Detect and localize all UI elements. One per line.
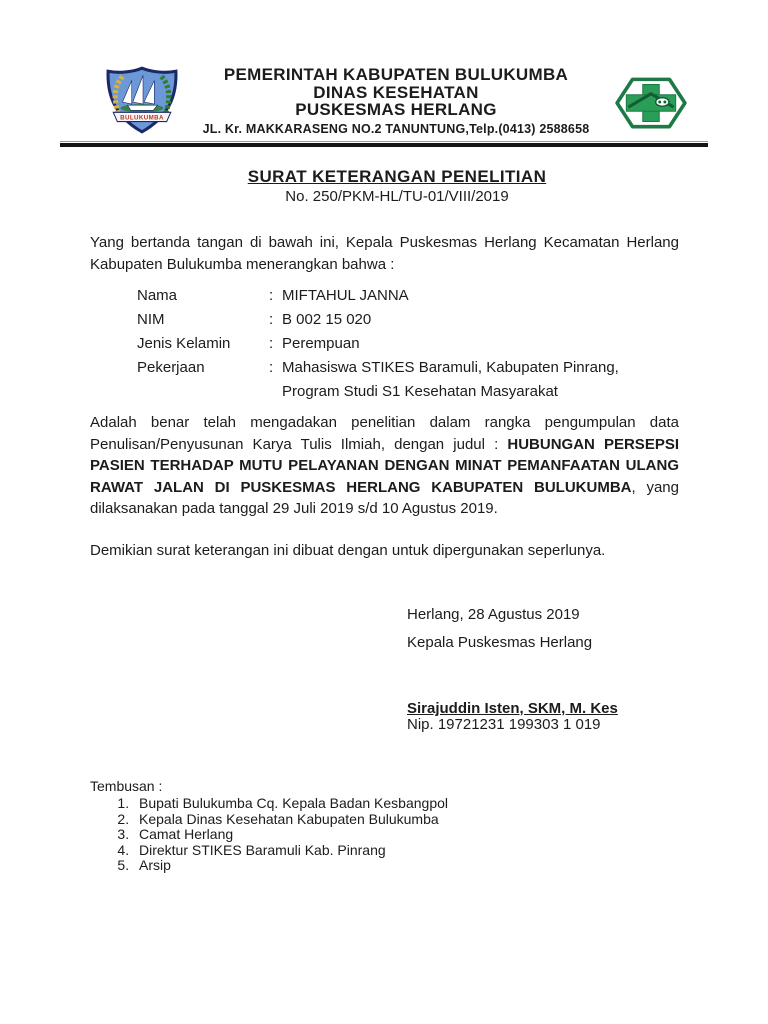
field-colon: : (269, 359, 274, 376)
signature-position: Kepala Puskesmas Herlang (407, 634, 593, 651)
puskesmas-cross-icon (614, 76, 688, 130)
field-row-pekerjaan (137, 356, 679, 380)
cc-item: 1. Bupati Bulukumba Cq. Kepala Badan Kesbangpol (133, 796, 679, 812)
signature-block (407, 601, 679, 733)
statement-pre: Adalah benar telah mengadakan penelitian dalam rangka pengumpulan data Penulisan/Penyusunan Karya Tulis Ilmiah, dengan judul : (90, 414, 679, 453)
signatory-name: Sirajuddin Isten, SKM, M. Kes (407, 700, 618, 717)
field-label: NIM (137, 311, 165, 328)
letterhead-office-line: PUSKESMAS HERLANG (295, 100, 497, 119)
field-colon-empty (269, 380, 282, 404)
cc-item: 2. Kepala Dinas Kesehatan Kabupaten Bulukumba (133, 812, 679, 828)
field-label: Jenis Kelamin (137, 335, 231, 352)
document-title: SURAT KETERANGAN PENELITIAN (247, 167, 547, 186)
field-row-nim (137, 308, 679, 332)
statement-paragraph (90, 412, 679, 520)
divider-thick-line (60, 143, 708, 147)
letterhead-text (104, 66, 688, 137)
title-block (86, 167, 708, 206)
field-colon: : (269, 335, 274, 352)
bulukumba-crest-icon (104, 66, 180, 134)
letterhead (0, 0, 768, 141)
letterhead-address-line: JL. Kr. MAKKARASENG NO.2 TANUNTUNG,Telp.(0413) 2588658 (202, 121, 590, 136)
field-label: Nama (137, 287, 178, 304)
field-value: B 002 15 020 (282, 311, 372, 328)
letterhead-government-line: PEMERINTAH KABUPATEN BULUKUMBA (223, 65, 569, 84)
field-value: MIFTAHUL JANNA (282, 287, 409, 304)
research-title: HUBUNGAN PERSEPSI PASIEN TERHADAP MUTU PELAYANAN DENGAN MINAT PEMANFAATAN ULANG RAWAT JALAN DI PUSKESMAS HERLANG KABUPATEN BULUKUMBA (90, 435, 679, 496)
cc-item: 4. Direktur STIKES Baramuli Kab. Pinrang (133, 843, 679, 859)
puskesmas-logo (614, 76, 688, 130)
statement-post: , yang dilaksanakan pada tanggal 29 Juli 2019 s/d 10 Agustus 2019. (90, 478, 679, 517)
field-colon: : (269, 311, 274, 328)
field-value-continued: Program Studi S1 Kesehatan Masyarakat (282, 383, 558, 400)
signatory-nip: Nip. 19721231 199303 1 019 (407, 716, 601, 733)
field-value: Mahasiswa STIKES Baramuli, Kabupaten Pinrang, (282, 359, 619, 376)
opening-paragraph: Yang bertanda tangan di bawah ini, Kepala Puskesmas Herlang Kecamatan Herlang Kabupaten Bulukumba menerangkan bahwa : (90, 234, 679, 273)
field-row-jenis-kelamin (137, 332, 679, 356)
cc-block (90, 779, 679, 874)
crest-banner-label: BULUKUMBA (120, 114, 164, 122)
letterhead-agency-line: DINAS KESEHATAN (313, 82, 479, 102)
cc-item: 3. Camat Herlang (133, 827, 679, 843)
cc-list (90, 796, 679, 874)
bulukumba-crest-logo (104, 66, 180, 134)
signature-place-date: Herlang, 28 Agustus 2019 (407, 606, 580, 623)
letter-body (90, 232, 679, 874)
document-number: No. 250/PKM-HL/TU-01/VIII/2019 (285, 188, 509, 205)
field-label-empty (137, 380, 269, 404)
subject-details (137, 284, 679, 404)
field-label: Pekerjaan (137, 359, 205, 376)
cc-item: 5. Arsip (133, 858, 679, 874)
field-value: Perempuan (282, 335, 360, 352)
closing-paragraph: Demikian surat keterangan ini dibuat dengan untuk dipergunakan seperlunya. (90, 541, 606, 559)
field-colon: : (269, 287, 274, 304)
field-row-nama (137, 284, 679, 308)
letterhead-divider (60, 141, 708, 147)
field-row-pekerjaan-line2 (137, 380, 679, 404)
cc-label: Tembusan : (90, 778, 163, 794)
